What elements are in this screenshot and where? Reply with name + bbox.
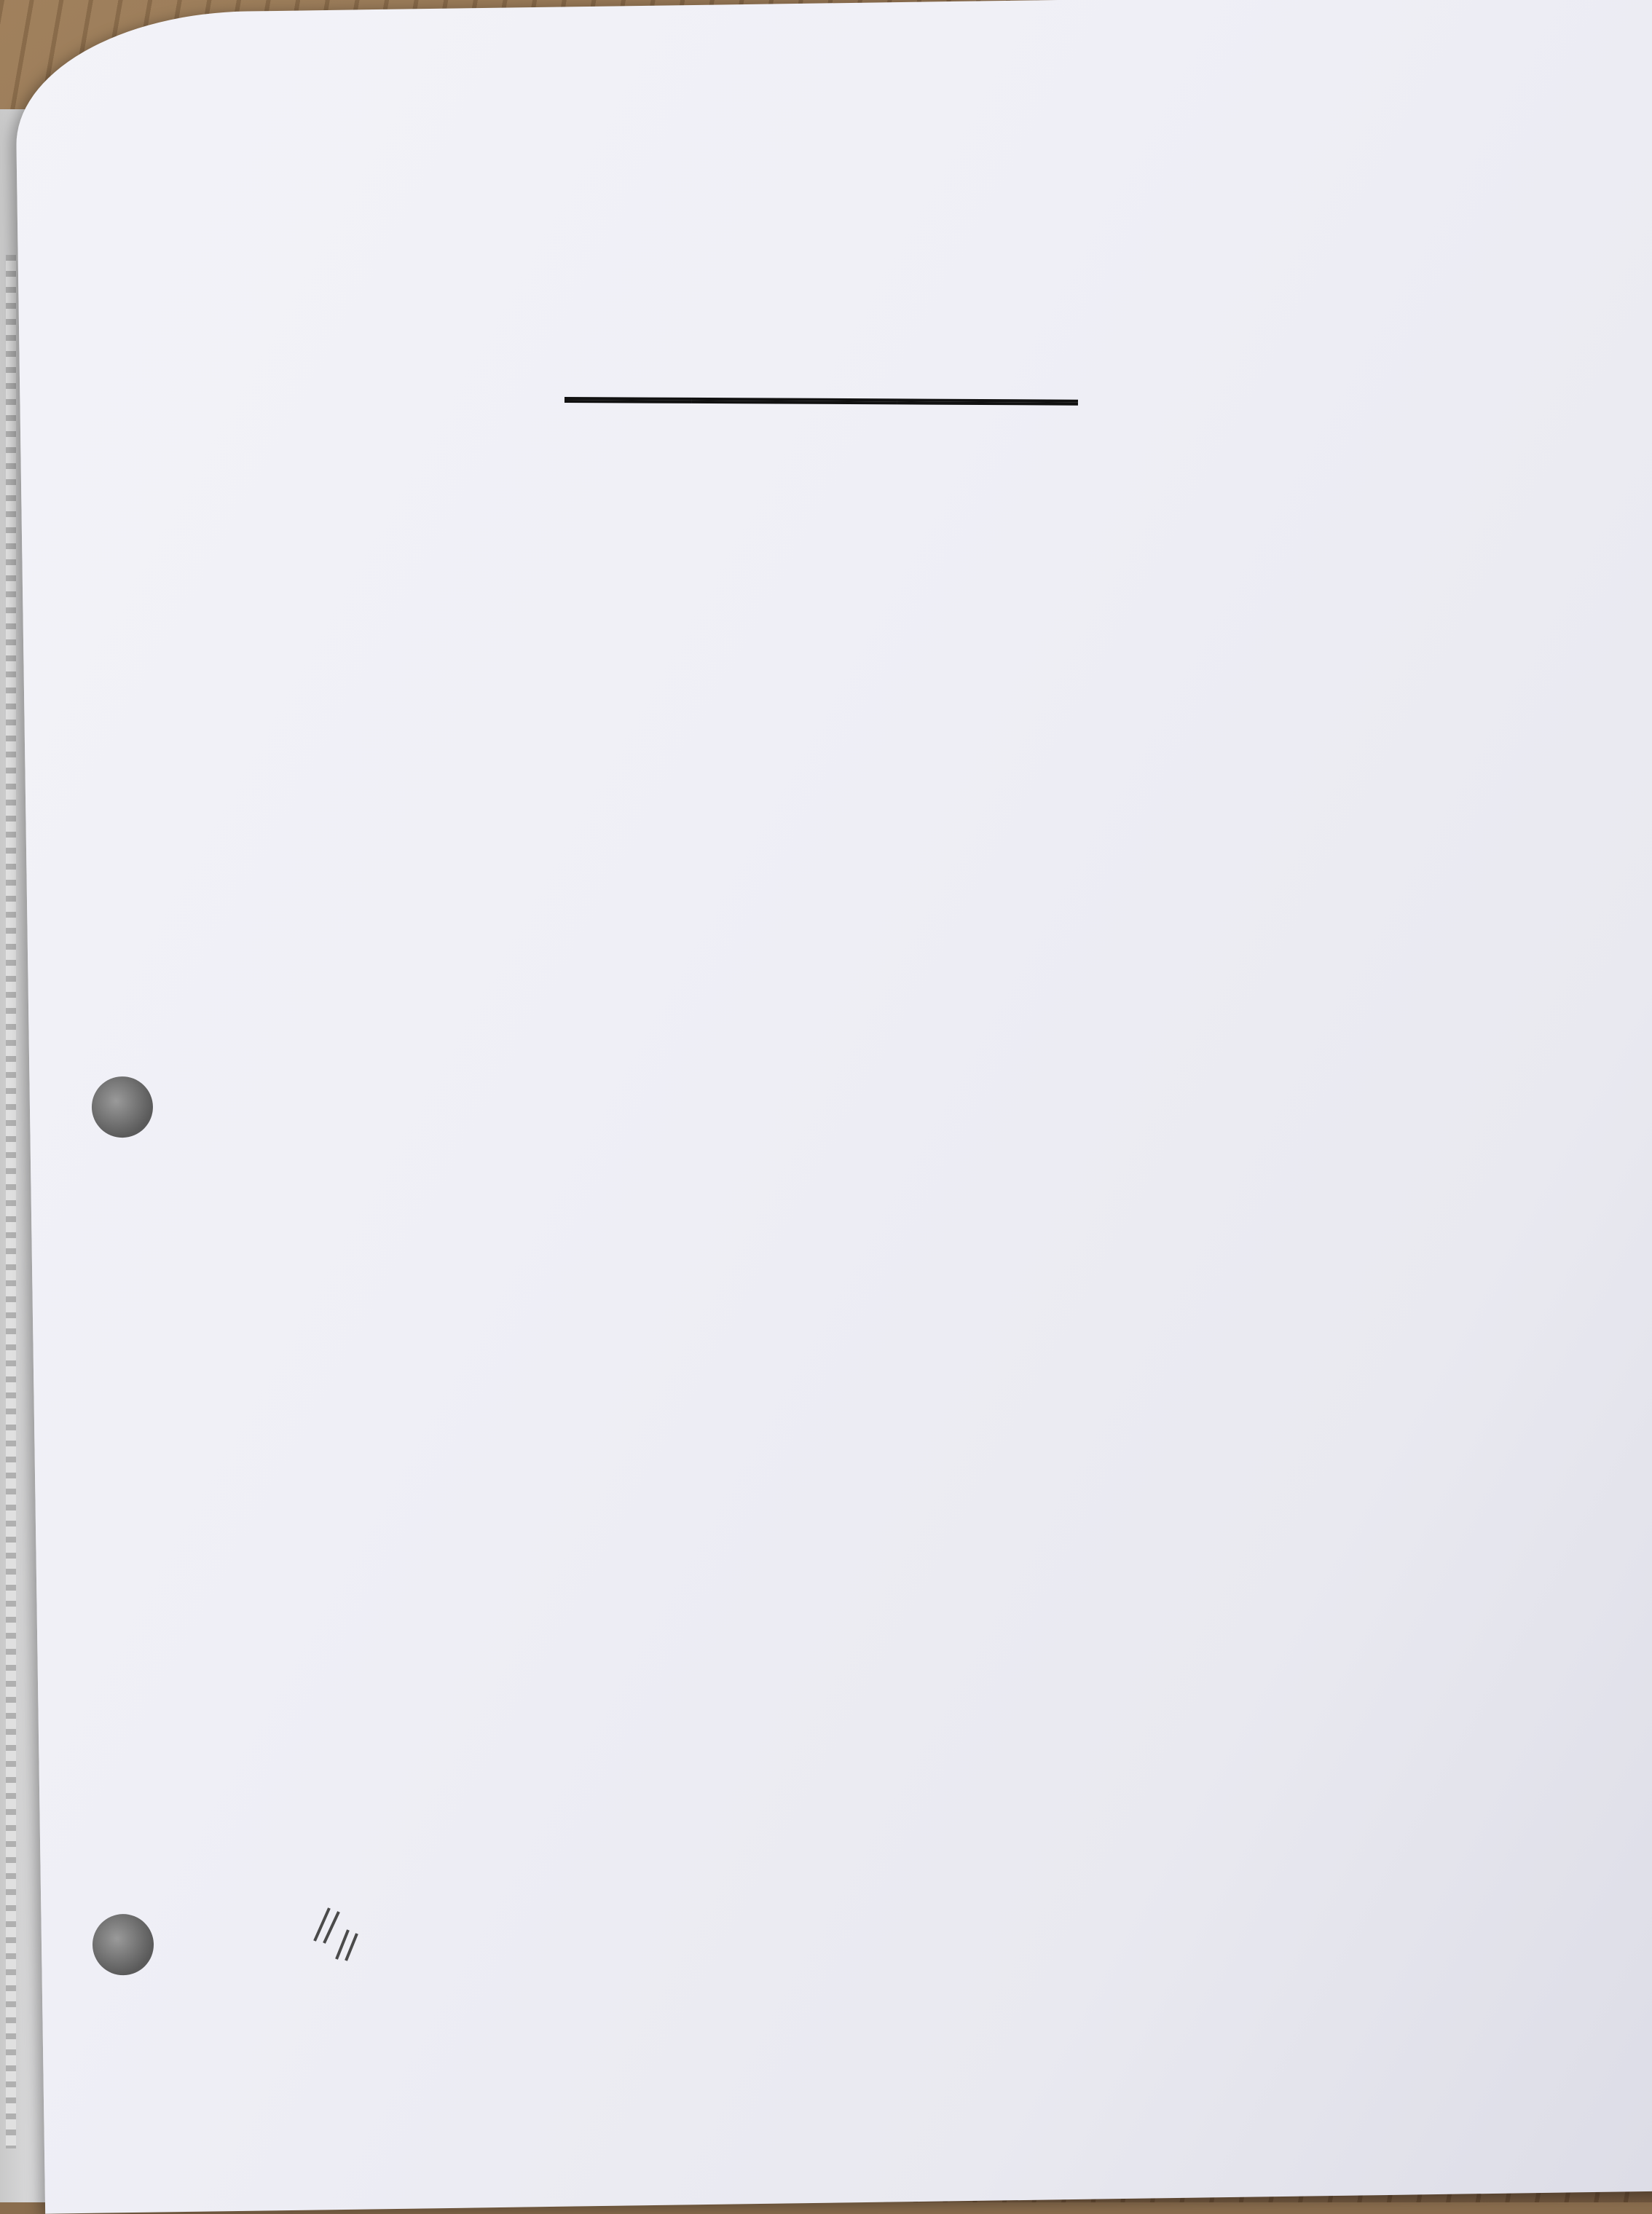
axis-break-marks [315,1908,357,1961]
